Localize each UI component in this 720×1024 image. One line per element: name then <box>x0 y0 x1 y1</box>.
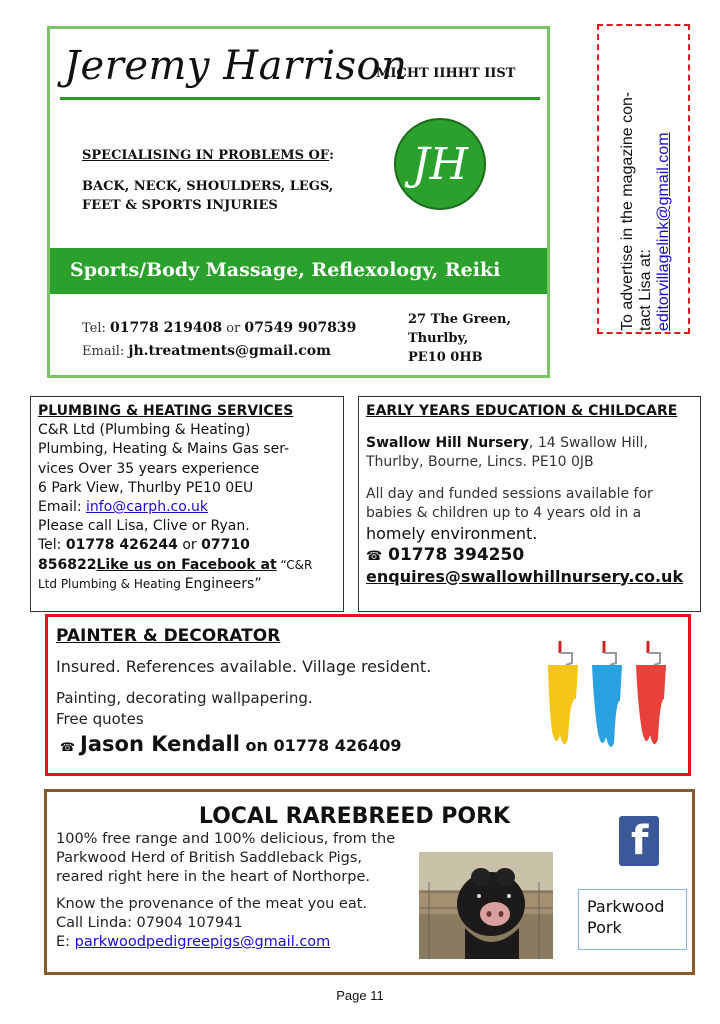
pork-email-link[interactable]: parkwoodpedigreepigs@gmail.com <box>74 934 331 950</box>
plumbing-heading: PLUMBING & HEATING SERVICES <box>38 403 294 419</box>
problems-list: BACK, NECK, SHOULDERS, LEGS, FEET & SPORTS INJURIES <box>82 179 334 213</box>
painter-ad: PAINTER & DECORATOR Insured. References available. Village resident. Painting, decorating wallpapering. Free quotes ☎ Jason Kendall on 01778 426409 <box>45 614 691 776</box>
jh-phone-2: 07549 907839 <box>244 320 357 336</box>
jeremy-harrison-ad <box>47 26 550 378</box>
phone-icon: ☎ <box>60 740 75 754</box>
painter-name: Jason Kendall <box>80 732 240 756</box>
specialising-heading: SPECIALISING IN PROBLEMS OF: <box>82 148 334 163</box>
therapist-name: Jeremy Harrison <box>64 43 408 89</box>
plumbing-ad: PLUMBING & HEATING SERVICES C&R Ltd (Plumbing & Heating) Plumbing, Heating & Mains Gas ser- vices Over 35 years experience 6 Park View, Thurlby PE10 0EU Email: info@carph.co.uk Please call Lisa, Clive or Ryan. Tel: 01778 426244 or 07710 856822Like us on Facebook at “C&R Ltd Plumbing & Heating Engineers” <box>30 396 344 612</box>
advertise-email-link[interactable]: editorvillagelink@gmail.com <box>655 132 672 331</box>
nursery-name: Swallow Hill Nursery <box>366 434 529 451</box>
roller-red <box>636 641 666 744</box>
facebook-prompt: Like us on Facebook at <box>96 556 277 573</box>
jh-contact: Tel: 01778 219408 or 07549 907839 Email: jh.treatments@gmail.com <box>82 320 357 359</box>
parkwood-pork-label: Parkwood Pork <box>578 889 687 950</box>
pig-photo <box>419 852 553 959</box>
nursery-heading: EARLY YEARS EDUCATION & CHILDCARE <box>366 403 678 419</box>
divider <box>60 97 540 100</box>
paint-rollers-icon <box>538 639 678 759</box>
services-banner: Sports/Body Massage, Reflexology, Reiki <box>50 248 547 294</box>
pork-body: 100% free range and 100% delicious, from the Parkwood Herd of British Saddleback Pigs, reared right here in the heart of Northorpe. Know the provenance of the meat you eat. Call Linda: 07904 107941 E: parkwoodpedigreepigs@gmail.com <box>56 831 396 950</box>
page-number: Page 11 <box>336 988 384 1003</box>
qualifications: MICHT IIHHT IIST <box>376 66 516 81</box>
pork-heading: LOCAL RAREBREED PORK <box>198 804 511 829</box>
plumbing-email-link[interactable]: info@carph.co.uk <box>86 499 208 516</box>
facebook-icon[interactable]: f <box>619 816 659 866</box>
phone-icon: ☎ <box>366 549 383 564</box>
roller-blue <box>592 641 622 747</box>
jh-phone-1: 01778 219408 <box>110 320 223 336</box>
roller-yellow <box>548 641 578 744</box>
painter-heading: PAINTER & DECORATOR <box>56 626 281 646</box>
jh-address: 27 The Green, Thurlby, PE10 0HB <box>408 312 512 365</box>
jh-email: jh.treatments@gmail.com <box>128 343 331 359</box>
nursery-ad: EARLY YEARS EDUCATION & CHILDCARE Swallow Hill Nursery, 14 Swallow Hill, Thurlby, Bourne, Lincs. PE10 0JB All day and funded sessions available for babies & children up to 4 years old in a homely environment. ☎ 01778 394250 enquires@swallowhillnursery.co.uk <box>358 396 701 612</box>
nursery-email-link[interactable]: enquires@swallowhillnursery.co.uk <box>366 566 684 586</box>
pork-ad <box>44 789 695 975</box>
jh-logo-icon: JH <box>394 118 486 210</box>
advertise-box <box>597 24 690 334</box>
advertise-text: To advertise in the magazine con- tact Lisa at: editorvillagelink@gmail.com <box>619 91 672 331</box>
